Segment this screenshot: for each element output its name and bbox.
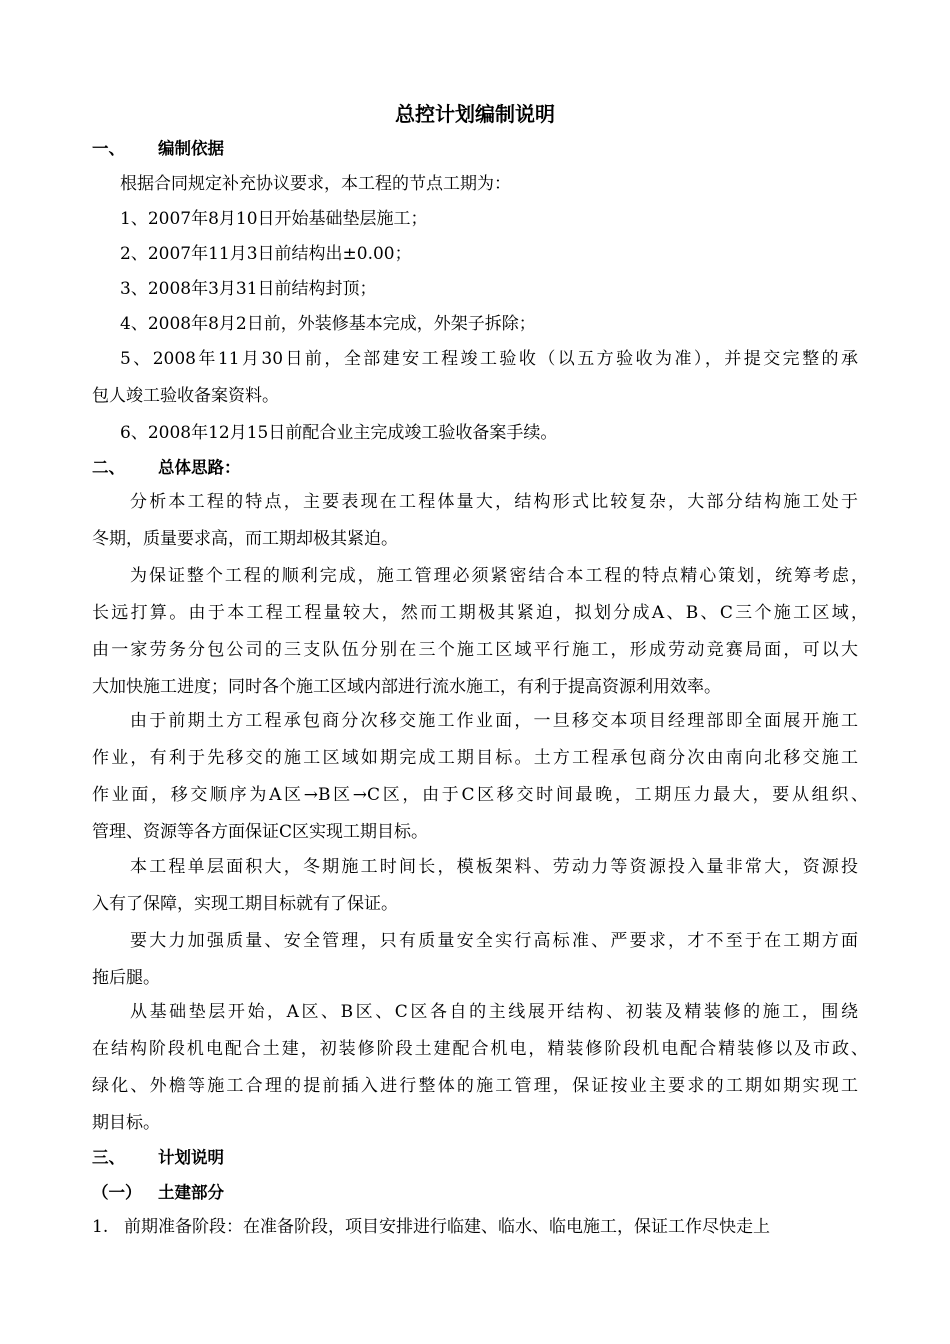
- paragraph-line: 入有了保障，实现工期目标就有了保证。: [92, 894, 398, 914]
- paragraph-line: 为保证整个工程的顺利完成，施工管理必须紧密结合本工程的特点精心策划，统筹考虑，: [130, 566, 868, 586]
- document-title: 总控计划编制说明: [395, 102, 555, 126]
- paragraph-line: 要大力加强质量、安全管理，只有质量安全实行高标准、严要求，才不至于在工期方面: [130, 931, 858, 951]
- subsection-heading: [92, 1180, 872, 1206]
- section-2-heading: [92, 455, 872, 481]
- section-2-number: 二、: [92, 458, 125, 477]
- list-item: 3、2008年3月31日前结构封顶；: [120, 279, 377, 299]
- section-3-number: 三、: [92, 1148, 125, 1167]
- list-item: 6、2008年12月15日前配合业主完成竣工验收备案手续。: [120, 423, 558, 443]
- paragraph-line: 分析本工程的特点，主要表现在工程体量大，结构形式比较复杂，大部分结构施工处于: [130, 492, 858, 512]
- paragraph-line: 作业，有利于先移交的施工区域如期完成工期目标。土方工程承包商分次由南向北移交施工: [92, 748, 858, 768]
- paragraph-line: 在结构阶段机电配合土建，初装修阶段土建配合机电，精装修阶段机电配合精装修以及市政、: [92, 1039, 868, 1059]
- list-item-number: 1.: [92, 1217, 109, 1237]
- list-item: 2、2007年11月3日前结构出±0.00；: [120, 244, 412, 264]
- paragraph-line: 包人竣工验收备案资料。: [92, 386, 279, 406]
- paragraph-line: 由一家劳务分包公司的三支队伍分别在三个施工区域平行施工，形成劳动竞赛局面，可以大: [92, 640, 858, 660]
- paragraph-line: 本工程单层面积大，冬期施工时间长，模板架料、劳动力等资源投入量非常大，资源投: [130, 857, 858, 877]
- list-item: 1、2007年8月10日开始基础垫层施工；: [120, 209, 428, 229]
- subsection-title: 土建部分: [158, 1183, 224, 1202]
- subsection-number: （一）: [92, 1183, 142, 1202]
- section-3-title: 计划说明: [158, 1148, 224, 1167]
- list-item: 5、2008年11月30日前，全部建安工程竣工验收（以五方验收为准），并提交完整的承: [120, 349, 858, 369]
- paragraph-line: 由于前期土方工程承包商分次移交施工作业面，一旦移交本项目经理部即全面展开施工: [130, 711, 858, 731]
- paragraph-line: 拖后腿。: [92, 968, 160, 988]
- paragraph-line: 长远打算。由于本工程工程量较大，然而工期极其紧迫，拟划分成A、B、C三个施工区域，: [92, 603, 868, 623]
- section-1-title: 编制依据: [158, 139, 224, 158]
- paragraph-line: 管理、资源等各方面保证C区实现工期目标。: [92, 822, 429, 842]
- list-item: [92, 1214, 872, 1240]
- section-1-number: 一、: [92, 139, 125, 158]
- paragraph-line: 绿化、外檐等施工合理的提前插入进行整体的施工管理，保证按业主要求的工期如期实现工: [92, 1076, 858, 1096]
- paragraph-line: 作业面，移交顺序为A区→B区→C区，由于C区移交时间最晚，工期压力最大，要从组织、: [92, 785, 868, 805]
- section-2-title: 总体思路：: [158, 458, 241, 477]
- section-3-heading: [92, 1145, 872, 1171]
- section-1-heading: [92, 136, 872, 162]
- paragraph-line: 期目标。: [92, 1113, 160, 1133]
- paragraph-line: 冬期，质量要求高，而工期却极其紧迫。: [92, 529, 398, 549]
- list-item: 4、2008年8月2日前，外装修基本完成，外架子拆除；: [120, 314, 536, 334]
- paragraph-line: 大加快施工进度；同时各个施工区域内部进行流水施工，有利于提高资源利用效率。: [92, 677, 721, 697]
- paragraph-line: 根据合同规定补充协议要求，本工程的节点工期为：: [120, 174, 511, 194]
- list-item-text: 前期准备阶段：在准备阶段，项目安排进行临建、临水、临电施工，保证工作尽快走上: [124, 1217, 770, 1237]
- paragraph-line: 从基础垫层开始，A区、B区、C区各自的主线展开结构、初装及精装修的施工，围绕: [130, 1002, 858, 1022]
